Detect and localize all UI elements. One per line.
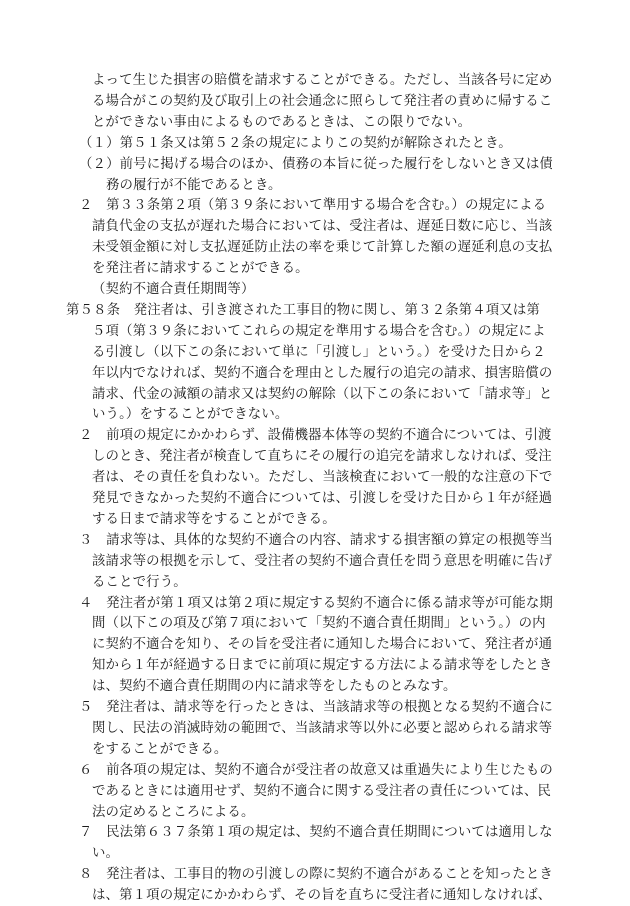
text-line: に契約不適合を知り、その旨を受注者に通知した場合において、発注者が通 [92, 637, 553, 653]
text-line: 発見できなかった契約不適合については、引渡しを受けた日から１年が経過 [92, 491, 553, 506]
article-heading-line: 第５８条 発注者は、引き渡された工事目的物に関し、第３２条第４項又は第 [66, 302, 540, 318]
text-line: い。 [92, 846, 120, 862]
text-line: を発注者に請求することができる。 [92, 261, 309, 277]
text-line: ７ 民法第６３７条第１項の規定は、契約不適合責任期間については適用しな [79, 825, 553, 841]
text-line: とができない事由によるものであるときは、この限りでない。 [92, 114, 472, 130]
text-line: ５項（第３９条においてこれらの規定を準用する場合を含む。）の規定によ [92, 323, 546, 339]
text-line: ３ 請求等は、具体的な契約不適合の内容、請求する損害額の算定の根拠等当 [79, 532, 553, 548]
text-line: ２ 前項の規定にかかわらず、設備機器本体等の契約不適合については、引渡 [79, 428, 552, 444]
text-line: 年以内でなければ、契約不適合を理由とした履行の追完の請求、損害賠償の [92, 365, 553, 381]
text-line: ８ 発注者は、工事目的物の引渡しの際に契約不適合があることを知ったとき [79, 867, 553, 883]
text-line: 務の履行が不能であるとき。 [106, 177, 282, 193]
text-line: （１）第５１条又は第５２条の規定によりこの契約が解除されたとき。 [79, 135, 512, 151]
text-line: る場合がこの契約及び取引上の社会通念に照らして発注者の責めに帰するこ [92, 93, 553, 109]
text-line: いう。）をすることができない。 [92, 407, 289, 423]
text-line: 法の定めるところによる。 [92, 804, 255, 820]
text-line: をすることができる。 [92, 741, 228, 757]
text-line: る引渡し（以下この条において単に「引渡し」という。）を受けた日から２ [92, 344, 546, 360]
text-line: ることで行う。 [92, 574, 187, 590]
text-line: 間（以下この項及び第７項において「契約不適合責任期間」という。）の内 [92, 616, 546, 632]
text-line: であるときには適用せず、契約不適合に関する受注者の責任については、民 [92, 783, 552, 799]
text-line: 請負代金の支払が遅れた場合においては、受注者は、遅延日数に応じ、当該 [92, 219, 553, 235]
text-line: は、第１項の規定にかかわらず、その旨を直ちに受注者に通知しなければ、 [92, 888, 552, 904]
text-line: 請求、代金の減額の請求又は契約の解除（以下この条において「請求等」と [92, 386, 553, 402]
text-line: 未受領金額に対し支払遅延防止法の率を乗じて計算した額の遅延利息の支払 [92, 240, 553, 256]
text-line: （２）前号に掲げる場合のほか、債務の本旨に従った履行をしないとき又は債 [79, 156, 553, 172]
text-line: する日まで請求等をすることができる。 [92, 511, 336, 527]
text-line: しのとき、発注者が検査して直ちにその履行の追完を請求しなければ、受注 [92, 449, 552, 465]
text-line: 知から１年が経過する日までに前項に規定する方法による請求等をしたとき [92, 658, 553, 674]
section-heading: （契約不適合責任期間等） [92, 282, 255, 297]
text-line: 該請求等の根拠を示して、受注者の契約不適合責任を問う意思を明確に告げ [92, 553, 553, 569]
text-line: ２ 第３３条第２項（第３９条において準用する場合を含む。）の規定による [79, 198, 547, 214]
text-line: は、契約不適合責任期間の内に請求等をしたものとみなす。 [92, 679, 457, 695]
text-line: ４ 発注者が第１項又は第２項に規定する契約不適合に係る請求等が可能な期 [79, 595, 553, 611]
text-line: ６ 前各項の規定は、契約不適合が受注者の故意又は重過失により生じたもの [79, 762, 553, 778]
text-line: 関し、民法の消滅時効の範囲で、当該請求等以外に必要と認められる請求等 [92, 720, 553, 736]
text-line: 者は、その責任を負わない。ただし、当該検査において一般的な注意の下で [92, 470, 553, 486]
text-line: よって生じた損害の賠償を請求することができる。ただし、当該各号に定め [92, 73, 553, 88]
text-line: ５ 発注者は、請求等を行ったときは、当該請求等の根拠となる契約不適合に [79, 700, 553, 715]
